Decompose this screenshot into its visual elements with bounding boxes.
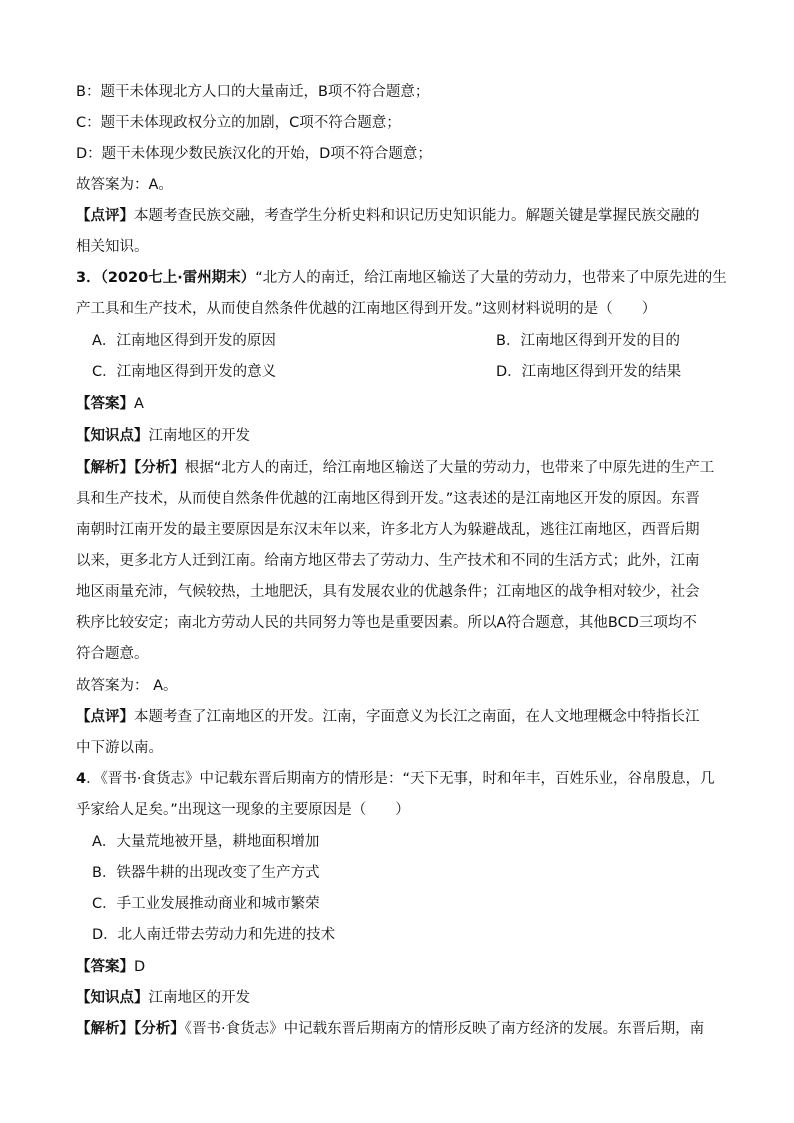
question-number: 4: [76, 771, 87, 787]
q4-answer: [76, 957, 145, 977]
analysis-text: 《晋书·食货志》中记载东晋后期南方的情形反映了南方经济的发展。东晋后期，南: [184, 1021, 705, 1037]
q4-knowledge: [76, 988, 250, 1008]
q4-option-d: D．北人南迁带去劳动力和先进的技术: [92, 927, 336, 943]
q2-explanation-d: D：题干未体现少数民族汉化的开始，D项不符合题意；: [76, 146, 432, 162]
option-d: D．江南地区得到开发的结果: [496, 364, 682, 380]
comment-text: 本题考查民族交融，考查学生分析史料和识记历史知识能力。解题关键是掌握民族交融的: [134, 208, 700, 224]
knowledge-value: 江南地区的开发: [148, 990, 250, 1006]
analysis-tag: 【解析】【分析】: [76, 1021, 185, 1037]
analysis-text: 根据“北方人的南迁，给江南地区输送了大量的劳动力，也带来了中原先进的生产工: [184, 460, 715, 476]
q4-analysis-line-1: [76, 1019, 704, 1039]
q3-analysis-line-3: 南朝时江南开发的最主要原因是东汉末年以来，许多北方人为躲避战乱，逃往江南地区，西晋后期: [76, 522, 700, 538]
question-stem: “北方人的南迁，给江南地区输送了大量的劳动力，也带来了中原先进的生: [255, 270, 727, 286]
q4-option-a: A．大量荒地被开垦，耕地面积增加: [92, 834, 320, 850]
knowledge-tag: 【知识点】: [76, 428, 149, 444]
q2-explanation-b: B：题干未体现北方人口的大量南迁，B项不符合题意；: [76, 84, 430, 100]
q3-knowledge: [76, 426, 250, 446]
q3-comment-cont: 中下游以南。: [76, 740, 163, 756]
comment-tag: 【点评】: [76, 709, 134, 725]
q3-analysis-line-6: 秩序比较安定；南北方劳动人民的共同努力等也是重要因素。所以A符合题意，其他BCD三项均不: [76, 615, 697, 631]
option-a: A．江南地区得到开发的原因: [92, 333, 276, 349]
comment-text: 本题考查了江南地区的开发。江南，字面意义为长江之南面，在人文地理概念中特指长江: [134, 709, 700, 725]
analysis-tag: 【解析】【分析】: [76, 460, 185, 476]
q3-analysis-line-7: 符合题意。: [76, 646, 149, 662]
knowledge-tag: 【知识点】: [76, 990, 149, 1006]
q2-explanation-c: C：题干未体现政权分立的加剧，C项不符合题意；: [76, 115, 401, 131]
knowledge-value: 江南地区的开发: [148, 428, 250, 444]
q4-stem: [76, 769, 714, 789]
comment-tag: 【点评】: [76, 208, 134, 224]
question-stem: ．《晋书·食货志》中记载东晋后期南方的情形是：“天下无事，时和年丰，百姓乐业，谷帛殷息，几: [86, 771, 715, 787]
q3-analysis-line-5: 地区雨量充沛，气候较热，土地肥沃，具有发展农业的优越条件；江南地区的战争相对较少，社会: [76, 584, 700, 600]
q3-analysis-line-4: 以来，更多北方人迁到江南。给南方地区带去了劳动力、生产技术和不同的生活方式；此外，江南: [76, 553, 700, 569]
q3-answer: [76, 394, 144, 414]
q4-stem-cont: 乎家给人足矣。”出现这一现象的主要原因是（ ）: [76, 802, 410, 818]
q3-answer-line: 故答案为： A。: [76, 678, 178, 694]
option-c: C．江南地区得到开发的意义: [92, 364, 277, 380]
answer-value: D: [134, 959, 146, 975]
q3-stem-cont: 产工具和生产技术，从而使自然条件优越的江南地区得到开发。”这则材料说明的是（ ）: [76, 301, 657, 317]
q2-answer-line: 故答案为：A。: [76, 177, 173, 193]
q3-comment: [76, 707, 700, 727]
answer-value: A: [134, 396, 144, 412]
question-number: 3: [76, 270, 87, 286]
question-source: ．（2020七上·雷州期末）: [86, 270, 256, 286]
answer-tag: 【答案】: [76, 396, 134, 412]
q2-comment: [76, 206, 700, 226]
option-b: B．江南地区得到开发的目的: [496, 333, 680, 349]
q3-options-row-1: [92, 331, 680, 351]
q2-comment-cont: 相关知识。: [76, 239, 149, 255]
q3-analysis-line-1: [76, 458, 714, 478]
q3-stem: [76, 268, 727, 288]
q3-analysis-line-2: 具和生产技术，从而使自然条件优越的江南地区得到开发。”这表述的是江南地区开发的原因。东晋: [76, 491, 700, 507]
answer-tag: 【答案】: [76, 959, 134, 975]
q4-option-c: C．手工业发展推动商业和城市繁荣: [92, 896, 320, 912]
q3-options-row-2: [92, 362, 682, 382]
q4-option-b: B．铁器牛耕的出现改变了生产方式: [92, 865, 320, 881]
